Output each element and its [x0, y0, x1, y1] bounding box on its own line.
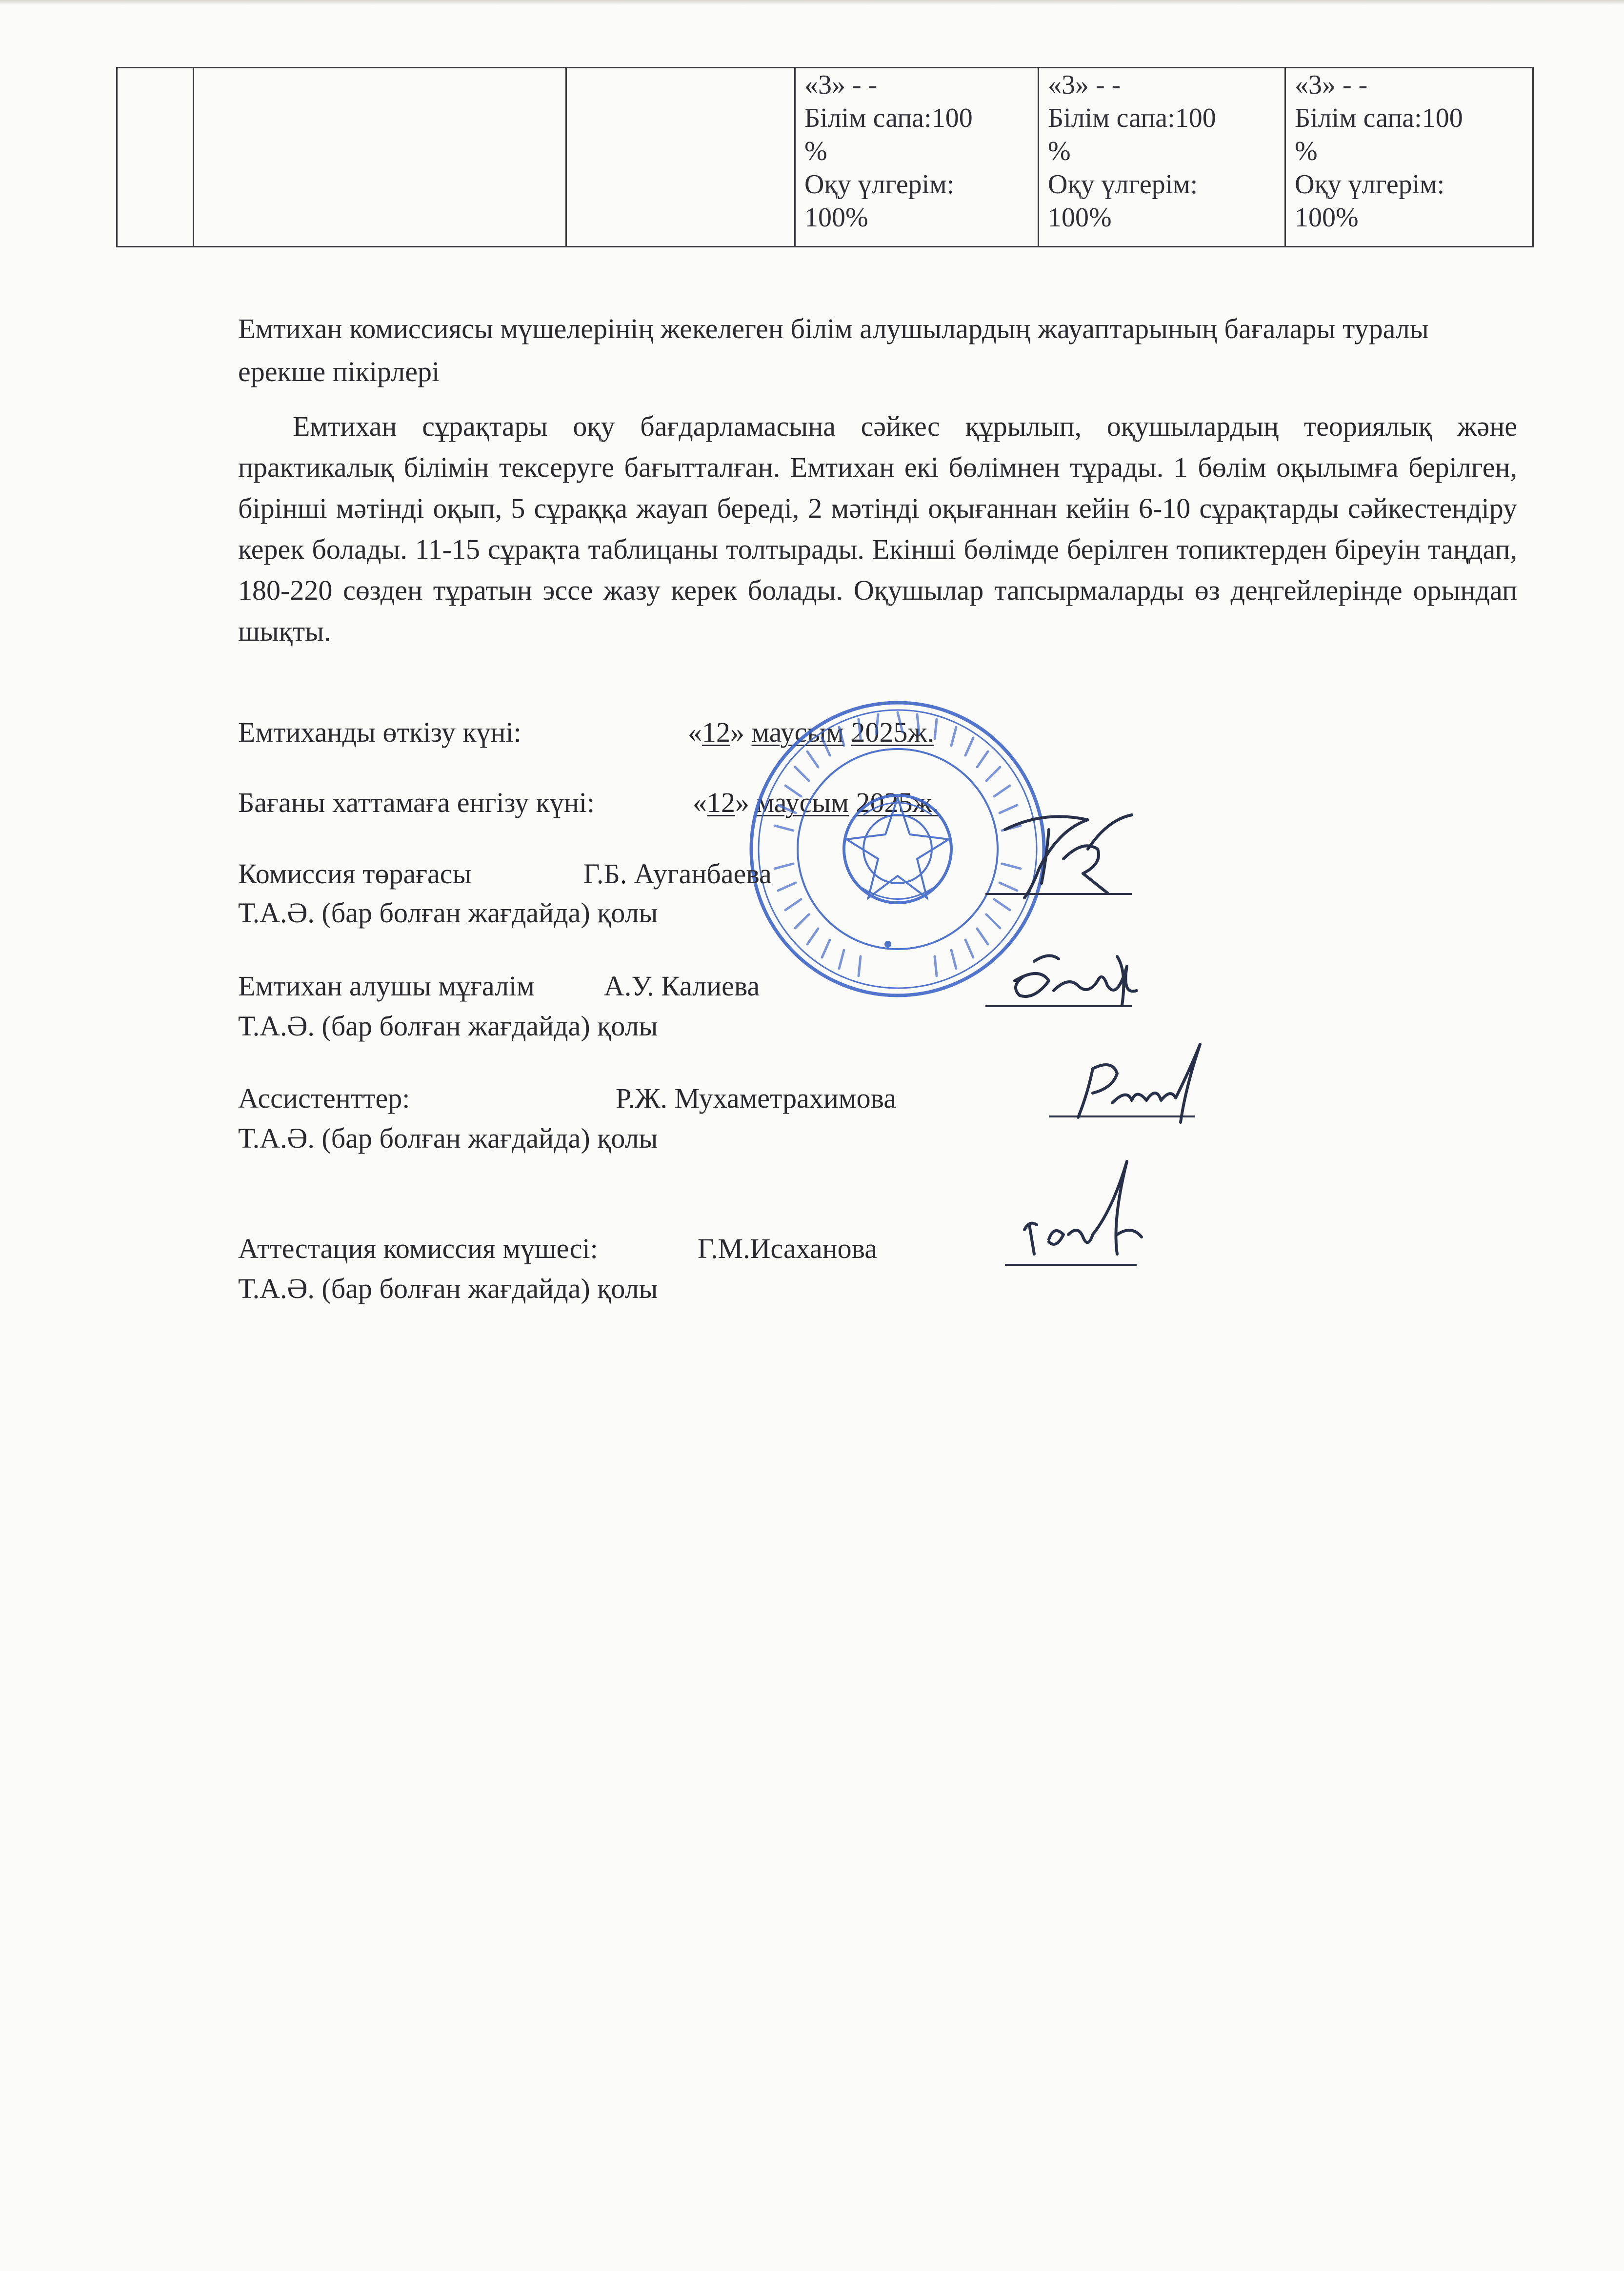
- signatory-name: Р.Ж. Мухаметрахимова: [616, 1082, 896, 1114]
- quality-label: Білім сапа:100: [804, 103, 973, 133]
- signatory-role: Комиссия төрағасы: [238, 858, 472, 890]
- progress-label: Оқу үлгерім:: [1048, 169, 1198, 200]
- exam-year: 2025ж.: [851, 716, 935, 748]
- entry-day: 12: [707, 787, 735, 818]
- opinions-heading: Емтихан комиссиясы мүшелерінің жекелеген білім алушылардың жауаптарының бағалары туралы ерекше пікірлері: [238, 313, 1429, 387]
- table-cell-number: [117, 68, 194, 247]
- table-row: [117, 68, 1533, 247]
- quality-label: Білім сапа:100: [1295, 103, 1463, 133]
- table-cell-grade-3: [1285, 68, 1533, 247]
- progress-value: 100%: [804, 203, 868, 233]
- signature-caption: Т.А.Ә. (бар болған жағдайда) қолы: [238, 897, 658, 929]
- signature-caption: Т.А.Ә. (бар болған жағдайда) қолы: [238, 1010, 658, 1042]
- entry-date-line: [238, 786, 595, 820]
- page-edge: [0, 0, 1624, 5]
- handwritten-signature-icon: [985, 800, 1146, 908]
- quality-label: Білім сапа:100: [1048, 103, 1216, 133]
- exam-date-line: [238, 715, 521, 750]
- progress-value: 100%: [1048, 203, 1112, 233]
- exam-month: маусым: [751, 716, 844, 748]
- exam-description: Емтихан сұрақтары оқу бағдарламасына сәйкес құрылып, оқушылардың теориялық және практикалық білімін тексеруге бағытталған. Емтихан екі бөлімнен тұрады. 1 бөлім оқылымға берілген, бірінші мәтінді оқып, 5 сұраққа жауап береді, 2 мәтінді оқығаннан кейін 6-10 сұрақтарды сәйкестендіру керек болады. 11-15 сұрақта таблицаны толтырады. Екінші бөлімде берілген топиктерден біреуін таңдап, 180-220 сөзден тұратын эссе жазу керек болады. Оқушылар тапсырмаларды өз деңгейлерінде орындап шықты.: [238, 410, 1517, 647]
- signatory-role: Ассистенттер:: [238, 1082, 410, 1114]
- entry-date-label: Бағаны хаттамаға енгізу күні:: [238, 787, 595, 818]
- progress-label: Оқу үлгерім:: [1295, 169, 1445, 200]
- quote-open: «: [688, 716, 702, 748]
- handwritten-signature-icon: [1015, 1152, 1161, 1269]
- table-cell-grade-2: [1039, 68, 1285, 247]
- table-cell-name: [194, 68, 566, 247]
- table-cell-empty: [566, 68, 795, 247]
- signature-caption: Т.А.Ә. (бар болған жағдайда) қолы: [238, 1273, 658, 1304]
- handwritten-signature-icon: [1059, 1039, 1215, 1137]
- handwritten-signature-icon: [1005, 937, 1151, 1020]
- exam-date-label: Емтиханды өткізу күні:: [238, 716, 521, 748]
- quote-close: »: [735, 787, 749, 818]
- quality-percent: %: [804, 136, 827, 166]
- grade-label: «3» - -: [804, 70, 878, 100]
- quote-open: «: [693, 787, 707, 818]
- results-table: [116, 67, 1534, 247]
- quote-close: »: [730, 716, 744, 748]
- entry-month: маусым: [756, 787, 849, 818]
- signature-caption: Т.А.Ә. (бар болған жағдайда) қолы: [238, 1122, 658, 1154]
- quality-percent: %: [1295, 136, 1318, 166]
- signatory-role: Аттестация комиссия мүшесі:: [238, 1233, 598, 1264]
- signatory-name: А.У. Калиева: [604, 970, 760, 1002]
- signatory-name: Г.М.Исаханова: [698, 1233, 878, 1264]
- quality-percent: %: [1048, 136, 1071, 166]
- entry-year: 2025ж.: [856, 787, 940, 818]
- table-cell-grade-1: [795, 68, 1039, 247]
- progress-label: Оқу үлгерім:: [804, 169, 955, 200]
- grade-label: «3» - -: [1295, 70, 1368, 100]
- progress-value: 100%: [1295, 203, 1359, 233]
- signatory-role: Емтихан алушы мұғалім: [238, 970, 535, 1002]
- grade-label: «3» - -: [1048, 70, 1121, 100]
- exam-day: 12: [702, 716, 730, 748]
- signatory-name: Г.Б. Ауганбаева: [583, 858, 772, 890]
